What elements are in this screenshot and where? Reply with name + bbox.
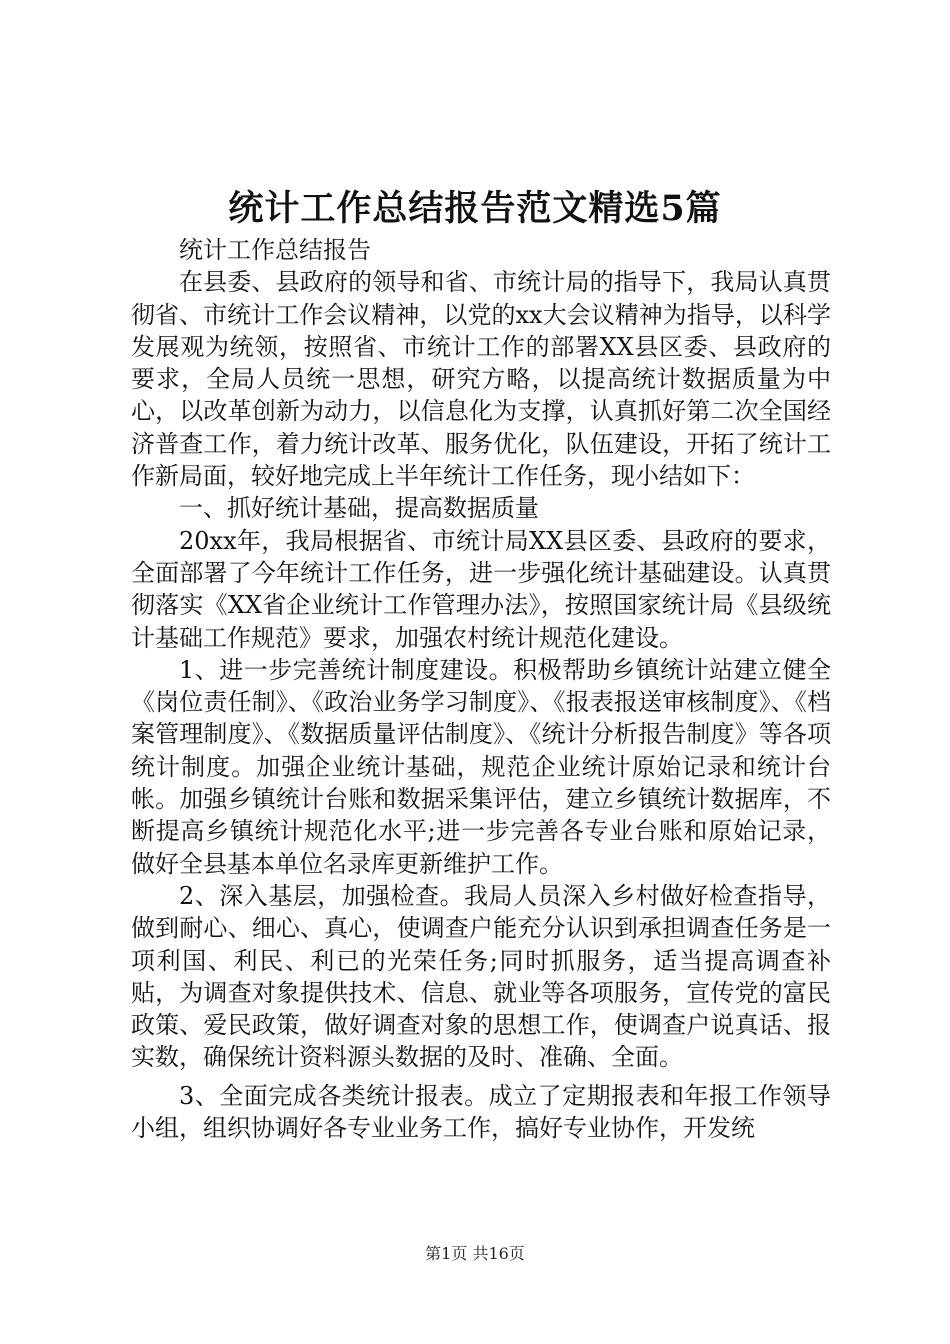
section-heading-report: 统计工作总结报告 (179, 236, 371, 264)
document-body (131, 234, 831, 1144)
paragraph-item-1: 1、进一步完善统计制度建设。积极帮助乡镇统计站建立健全《岗位责任制》、《政治业务学习制度》、《报表报送审核制度》、《档案管理制度》、《数据质量评估制度》、《统计分析报告制度》等各项统计制度。加强企业统计基础，规范企业统计原始记录和统计台帐。加强乡镇统计台账和数据采集评估，建立乡镇统计数据库，不断提高乡镇统计规范化水平;进一步完善各专业台账和原始记录，做好全县基本单位名录库更新维护工作。 (131, 655, 831, 878)
paragraph-1: 20xx年，我局根据省、市统计局XX县区委、县政府的要求，全面部署了今年统计工作任务，进一步强化统计基础建设。认真贯彻落实《XX省企业统计工作管理办法》，按照国家统计局《县级统计基础工作规范》要求，加强农村统计规范化建设。 (131, 526, 831, 652)
document-title: 统计工作总结报告范文精选5篇 (228, 188, 722, 229)
page-footer: 第1页 共16页 (425, 1244, 525, 1263)
paragraph-intro: 在县委、县政府的领导和省、市统计局的指导下，我局认真贯彻省、市统计工作会议精神，以党的xx大会议精神为指导，以科学发展观为统领，按照省、市统计工作的部署XX县区委、县政府的要求，全局人员统一思想，研究方略，以提高统计数据质量为中心，以改革创新为动力，以信息化为支撑，认真抓好第二次全国经济普查工作，着力统计改革、服务优化，队伍建设，开拓了统计工作新局面，较好地完成上半年统计工作任务，现小结如下： (131, 268, 831, 491)
section-heading-1: 一、抓好统计基础，提高数据质量 (179, 494, 539, 523)
paragraph-item-3: 3、全面完成各类统计报表。成立了定期报表和年报工作领导小组，组织协调好各专业业务工作，搞好专业协作，开发统 (131, 1081, 831, 1143)
paragraph-item-2: 2、深入基层，加强检查。我局人员深入乡村做好检查指导，做到耐心、细心、真心，使调查户能充分认识到承担调查任务是一项利国、利民、利已的光荣任务;同时抓服务，适当提高调查补贴，为调查对象提供技术、信息、就业等各项服务，宣传党的富民政策、爱民政策，做好调查对象的思想工作，使调查户说真话、报实数，确保统计资料源头数据的及时、准确、全面。 (131, 881, 831, 1072)
